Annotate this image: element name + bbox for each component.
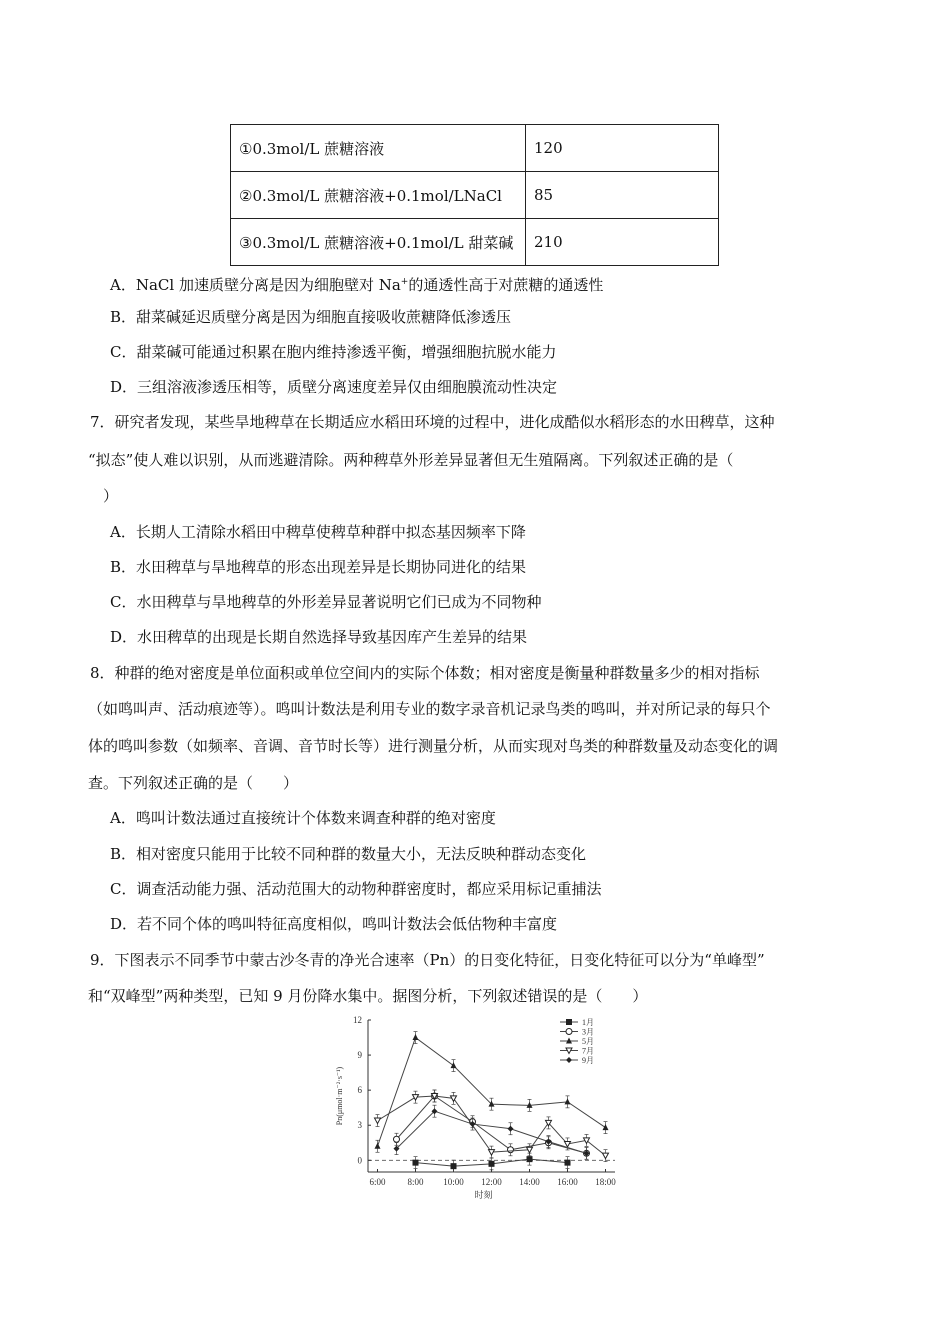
x-tick-label: 16:00 [557,1177,578,1187]
q6-option-a-text: A．NaCl 加速质壁分离是因为细胞壁对 Na [110,276,401,294]
data-point [394,1136,400,1142]
table-cell-value: 120 [526,125,719,172]
q7-stem-line-3: ） [103,487,119,505]
q8-option-a: A．鸣叫计数法通过直接统计个体数来调查种群的绝对密度 [110,809,496,827]
q7-option-b: B．水田稗草与旱地稗草的形态出现差异是长期协同进化的结果 [110,558,527,576]
q8-option-b: B．相对密度只能用于比较不同种群的数量大小，无法反映种群动态变化 [110,845,587,863]
table-cell-value: 85 [526,172,719,219]
y-tick-label: 9 [357,1050,362,1061]
data-point [508,1147,514,1153]
q9-stem-line-1: 9．下图表示不同季节中蒙古沙冬青的净光合速率（Pn）的日变化特征，日变化特征可以分为“单峰型” [90,951,765,969]
data-point [565,1098,571,1104]
x-tick-label: 8:00 [407,1177,424,1187]
x-tick-label: 10:00 [443,1177,464,1187]
table-row [231,219,719,266]
data-point [603,1124,609,1130]
pn-line-chart [330,1012,630,1207]
data-point [413,1160,419,1166]
legend-label: 3月 [582,1027,594,1037]
q6-option-d: D．三组溶液渗透压相等，质壁分离速度差异仅由细胞膜流动性决定 [110,378,558,396]
q6-option-c: C．甜菜碱可能通过积累在胞内维持渗透平衡，增强细胞抗脱水能力 [110,343,557,361]
q7-option-c: C．水田稗草与旱地稗草的外形差异显著说明它们已成为不同物种 [110,593,542,611]
data-point [489,1161,495,1167]
data-point [508,1126,514,1132]
y-axis-label: Pn(μmol·m⁻²·s⁻¹) [335,1066,344,1126]
data-point [413,1034,419,1040]
table-cell-solution: ①0.3mol/L 蔗糖溶液 [231,125,526,172]
legend-label: 9月 [582,1056,594,1065]
legend-label: 5月 [582,1037,594,1046]
data-point [451,1163,457,1169]
data-point [527,1156,533,1162]
series-line [378,1038,606,1147]
q8-option-d: D．若不同个体的鸣叫特征高度相似，鸣叫计数法会低估物种丰富度 [110,915,558,933]
y-tick-label: 12 [353,1015,362,1025]
y-tick-label: 3 [357,1120,362,1131]
q7-stem-line-2: “拟态”使人难以识别，从而逃避清除。两种稗草外形差异显著但无生殖隔离。下列叙述正确的是（ [88,451,734,469]
y-tick-label: 6 [357,1085,362,1096]
table-cell-value: 210 [526,219,719,266]
table-cell-solution: ③0.3mol/L 蔗糖溶液+0.1mol/L 甜菜碱 [231,219,526,266]
x-tick-label: 12:00 [481,1177,502,1187]
table-row [231,172,719,219]
x-tick-label: 6:00 [369,1177,386,1187]
data-point [375,1143,381,1149]
q8-option-c: C．调查活动能力强、活动范围大的动物种群密度时，都应采用标记重捕法 [110,880,602,898]
legend-marker [566,1019,572,1025]
legend-label: 1月 [582,1018,594,1027]
data-point [375,1118,381,1124]
q6-option-b: B．甜菜碱延迟质壁分离是因为细胞直接吸收蔗糖降低渗透压 [110,308,512,326]
data-point [565,1160,571,1166]
q9-stem-line-2: 和“双峰型”两种类型，已知 9 月份降水集中。据图分析，下列叙述错误的是（ ） [88,987,648,1005]
data-point [451,1062,457,1068]
q8-stem-line-2: （如鸣叫声、活动痕迹等）。鸣叫计数法是利用专业的数字录音机记录鸟类的鸣叫，并对所记录的每只个 [88,700,771,718]
data-point [565,1141,571,1147]
x-axis-label: 时刻 [474,1190,493,1200]
legend-label: 7月 [582,1046,594,1056]
table-row [231,125,719,172]
q6-option-a-sup: + [400,277,409,287]
q8-stem-line-1: 8．种群的绝对密度是单位面积或单位空间内的实际个体数；相对密度是衡量种群数量多少的相对指标 [90,664,760,682]
q8-stem-line-4: 查。下列叙述正确的是（ ） [88,774,299,792]
q6-option-a-text-2: 的通透性高于对蔗糖的通透性 [408,276,604,294]
legend-marker [566,1057,572,1063]
x-tick-label: 18:00 [595,1177,616,1187]
q6-option-a [110,272,603,295]
q8-stem-line-3: 体的鸣叫参数（如频率、音调、音节时长等）进行测量分析，从而实现对鸟类的种群数量及动态变化的调 [88,737,779,755]
data-point [603,1153,609,1159]
table-cell-solution: ②0.3mol/L 蔗糖溶液+0.1mol/LNaCl [231,172,526,219]
q7-option-d: D．水田稗草的出现是长期自然选择导致基因库产生差异的结果 [110,628,528,646]
y-tick-label: 0 [357,1155,362,1166]
q7-stem-line-1: 7．研究者发现，某些旱地稗草在长期适应水稻田环境的过程中，进化成酷似水稻形态的水田稗草，这种 [90,413,775,431]
solution-table [230,124,719,266]
q7-option-a: A．长期人工清除水稻田中稗草使稗草种群中拟态基因频率下降 [110,523,526,541]
x-tick-label: 14:00 [519,1177,540,1187]
legend-marker [566,1029,572,1035]
